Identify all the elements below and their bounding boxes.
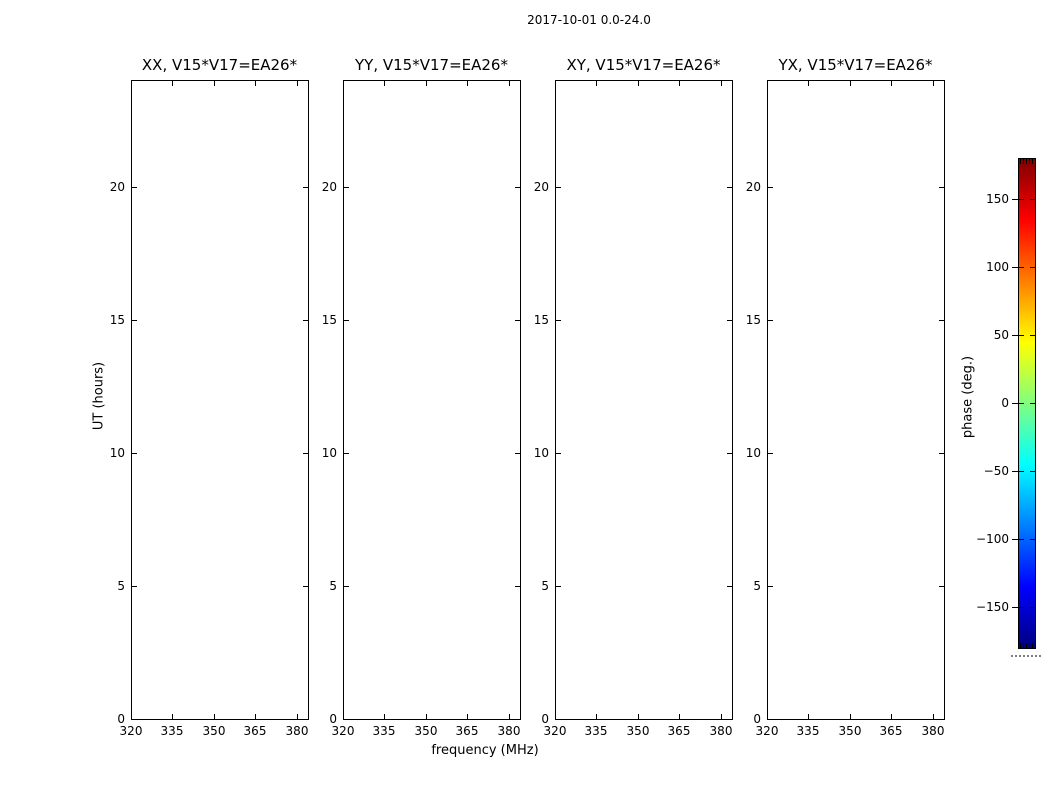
- y-tick-mark: [939, 586, 944, 587]
- y-tick-label: 5: [753, 579, 761, 593]
- colorbar-tick-mark: [1012, 471, 1024, 472]
- y-tick-label: 15: [321, 313, 337, 327]
- x-axis-label: frequency (MHz): [431, 743, 539, 758]
- subplot-yy-box: [343, 80, 521, 720]
- x-tick-mark: [297, 81, 298, 86]
- y-tick-mark: [344, 187, 349, 188]
- colorbar-tick-mark: [1030, 471, 1035, 472]
- y-tick-mark: [768, 719, 773, 720]
- x-tick-mark: [891, 714, 892, 719]
- y-tick-label: 20: [533, 180, 549, 194]
- y-tick-label: 0: [329, 712, 337, 726]
- y-tick-mark: [132, 586, 137, 587]
- colorbar-dot: [1023, 655, 1025, 657]
- x-tick-mark: [131, 81, 132, 86]
- y-tick-label: 20: [109, 180, 125, 194]
- y-tick-mark: [768, 187, 773, 188]
- colorbar-tick-mark: [1030, 335, 1035, 336]
- subplot-xy-box: [555, 80, 733, 720]
- x-tick-label: 380: [285, 724, 309, 738]
- colorbar-dot: [1035, 655, 1037, 657]
- y-tick-mark: [556, 320, 561, 321]
- colorbar-tick-mark: [1012, 607, 1024, 608]
- y-tick-label: 10: [109, 446, 125, 460]
- x-tick-mark: [850, 714, 851, 719]
- x-tick-label: 335: [372, 724, 396, 738]
- colorbar-dot: [1031, 655, 1033, 657]
- colorbar-tick-mark: [1012, 199, 1024, 200]
- x-tick-label: 350: [202, 724, 226, 738]
- x-tick-mark: [933, 714, 934, 719]
- colorbar-dot: [1039, 655, 1041, 657]
- colorbar-dot: [1015, 655, 1017, 657]
- x-tick-mark: [679, 81, 680, 86]
- y-tick-mark: [556, 453, 561, 454]
- x-tick-mark: [426, 714, 427, 719]
- x-tick-mark: [384, 714, 385, 719]
- x-tick-label: 335: [796, 724, 820, 738]
- y-tick-label: 15: [109, 313, 125, 327]
- x-tick-label: 320: [119, 724, 143, 738]
- colorbar-tick-mark: [1012, 539, 1024, 540]
- colorbar-minor-tick: [1023, 643, 1024, 648]
- colorbar-minor-tick: [1026, 643, 1027, 648]
- x-tick-mark: [343, 81, 344, 86]
- colorbar-tick-mark: [1030, 267, 1035, 268]
- x-tick-label: 320: [755, 724, 779, 738]
- y-tick-mark: [939, 187, 944, 188]
- y-tick-mark: [939, 453, 944, 454]
- y-tick-label: 0: [541, 712, 549, 726]
- colorbar-tick-mark: [1030, 199, 1035, 200]
- y-tick-mark: [768, 586, 773, 587]
- x-tick-label: 365: [455, 724, 479, 738]
- x-tick-mark: [467, 714, 468, 719]
- colorbar-minor-tick: [1032, 159, 1033, 164]
- y-tick-mark: [132, 320, 137, 321]
- x-tick-mark: [596, 81, 597, 86]
- x-tick-mark: [638, 81, 639, 86]
- x-tick-mark: [891, 81, 892, 86]
- colorbar-tick-label: 50: [993, 328, 1009, 342]
- x-tick-mark: [214, 714, 215, 719]
- x-tick-mark: [850, 81, 851, 86]
- y-tick-mark: [556, 586, 561, 587]
- y-tick-label: 10: [321, 446, 337, 460]
- y-tick-label: 5: [329, 579, 337, 593]
- x-tick-label: 335: [160, 724, 184, 738]
- y-tick-label: 20: [745, 180, 761, 194]
- y-tick-label: 5: [117, 579, 125, 593]
- x-tick-mark: [467, 81, 468, 86]
- colorbar-minor-tick: [1029, 643, 1030, 648]
- x-tick-mark: [679, 714, 680, 719]
- colorbar-dot: [1027, 655, 1029, 657]
- x-tick-label: 350: [626, 724, 650, 738]
- colorbar-dot: [1019, 655, 1021, 657]
- colorbar-minor-tick: [1026, 159, 1027, 164]
- subplot-xx-box: [131, 80, 309, 720]
- colorbar-label: phase (deg.): [960, 355, 976, 439]
- colorbar-tick-label: −100: [976, 532, 1009, 546]
- colorbar-tick-mark: [1012, 403, 1024, 404]
- figure-title: 2017-10-01 0.0-24.0: [527, 13, 651, 27]
- x-tick-mark: [721, 81, 722, 86]
- y-tick-mark: [768, 320, 773, 321]
- colorbar-tick-mark: [1012, 267, 1024, 268]
- y-tick-label: 0: [753, 712, 761, 726]
- y-tick-mark: [556, 187, 561, 188]
- colorbar-minor-tick: [1023, 159, 1024, 164]
- x-tick-mark: [808, 81, 809, 86]
- y-tick-label: 15: [533, 313, 549, 327]
- y-tick-label: 10: [745, 446, 761, 460]
- y-tick-mark: [939, 719, 944, 720]
- colorbar-tick-mark: [1030, 403, 1035, 404]
- x-tick-mark: [509, 81, 510, 86]
- x-tick-mark: [767, 81, 768, 86]
- x-tick-label: 380: [921, 724, 945, 738]
- colorbar-tick-mark: [1012, 335, 1024, 336]
- y-tick-mark: [768, 453, 773, 454]
- colorbar-minor-tick: [1020, 643, 1021, 648]
- subplot-yy-title: YY, V15*V17=EA26*: [355, 56, 508, 74]
- x-tick-label: 320: [543, 724, 567, 738]
- colorbar-minor-tick: [1032, 643, 1033, 648]
- y-tick-mark: [556, 719, 561, 720]
- x-tick-label: 365: [879, 724, 903, 738]
- y-tick-mark: [132, 719, 137, 720]
- subplot-yx-title: YX, V15*V17=EA26*: [778, 56, 933, 74]
- x-tick-label: 320: [331, 724, 355, 738]
- x-tick-mark: [555, 81, 556, 86]
- y-tick-mark: [344, 586, 349, 587]
- y-tick-mark: [344, 719, 349, 720]
- colorbar-minor-tick: [1020, 159, 1021, 164]
- x-tick-label: 365: [243, 724, 267, 738]
- y-tick-label: 10: [533, 446, 549, 460]
- x-tick-label: 335: [584, 724, 608, 738]
- x-tick-mark: [638, 714, 639, 719]
- x-tick-mark: [255, 714, 256, 719]
- colorbar-tick-label: 150: [986, 192, 1009, 206]
- subplot-xy-title: XY, V15*V17=EA26*: [566, 56, 721, 74]
- x-tick-label: 365: [667, 724, 691, 738]
- x-tick-label: 380: [497, 724, 521, 738]
- x-tick-mark: [214, 81, 215, 86]
- x-tick-mark: [596, 714, 597, 719]
- x-tick-mark: [426, 81, 427, 86]
- x-tick-mark: [255, 81, 256, 86]
- colorbar-tick-label: −150: [976, 600, 1009, 614]
- x-tick-label: 350: [414, 724, 438, 738]
- x-tick-mark: [172, 714, 173, 719]
- colorbar-tick-mark: [1030, 539, 1035, 540]
- y-tick-mark: [939, 320, 944, 321]
- x-tick-mark: [172, 81, 173, 86]
- y-tick-label: 15: [745, 313, 761, 327]
- y-tick-label: 20: [321, 180, 337, 194]
- colorbar-tick-label: −50: [983, 464, 1009, 478]
- colorbar-tick-label: 0: [1001, 396, 1009, 410]
- x-tick-mark: [808, 714, 809, 719]
- y-axis-label: UT (hours): [91, 361, 107, 431]
- subplot-xx-title: XX, V15*V17=EA26*: [141, 56, 298, 74]
- colorbar-tick-label: 100: [986, 260, 1009, 274]
- colorbar-tick-mark: [1030, 607, 1035, 608]
- y-tick-label: 0: [117, 712, 125, 726]
- x-tick-label: 350: [838, 724, 862, 738]
- y-tick-mark: [132, 187, 137, 188]
- x-tick-mark: [933, 81, 934, 86]
- subplot-yx-box: [767, 80, 945, 720]
- y-tick-mark: [344, 453, 349, 454]
- x-tick-label: 380: [709, 724, 733, 738]
- colorbar-dot: [1011, 655, 1013, 657]
- y-tick-mark: [132, 453, 137, 454]
- colorbar-minor-tick: [1029, 159, 1030, 164]
- y-tick-mark: [344, 320, 349, 321]
- x-tick-mark: [384, 81, 385, 86]
- y-tick-label: 5: [541, 579, 549, 593]
